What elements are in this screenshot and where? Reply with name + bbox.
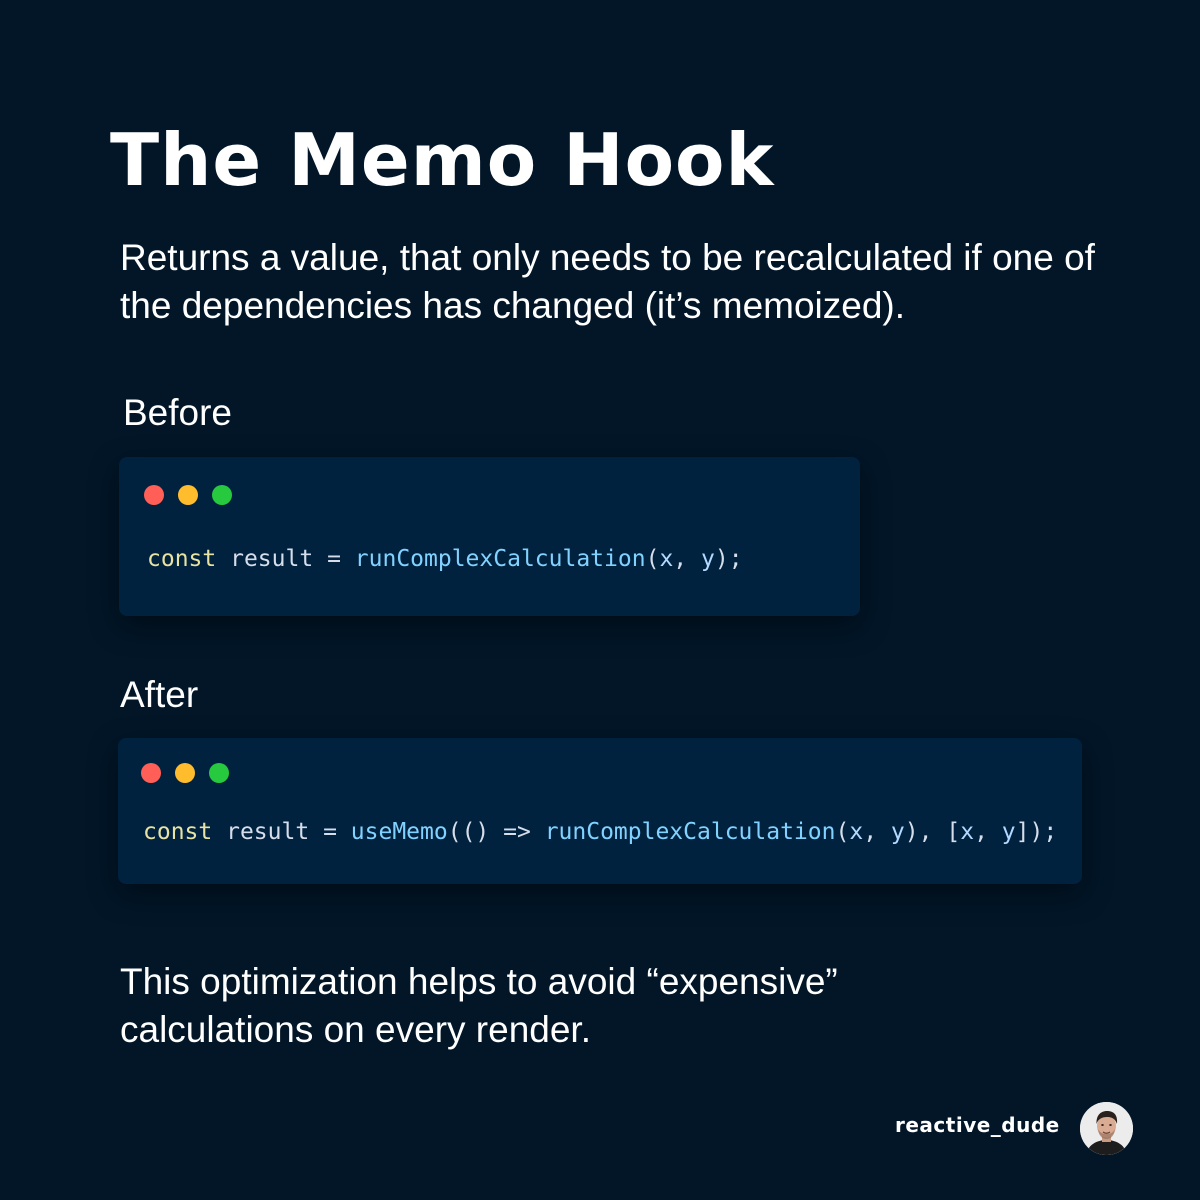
- code-punctuation: ((): [447, 819, 490, 845]
- minimize-dot-icon: [175, 763, 195, 783]
- code-keyword: const: [143, 819, 213, 845]
- close-dot-icon: [141, 763, 161, 783]
- page-title: The Memo Hook: [110, 118, 775, 202]
- author-handle: reactive_dude: [895, 1113, 1060, 1137]
- window-controls: [141, 763, 229, 783]
- avatar-portrait-svg: [1080, 1102, 1133, 1155]
- code-arg-y: y: [890, 819, 905, 845]
- code-variable: result: [226, 819, 310, 845]
- subtitle: Returns a value, that only needs to be recalculated if one of the dependencies has changed (it’s memoized).: [120, 237, 1095, 326]
- code-variable: result: [230, 546, 314, 572]
- code-punctuation: ,: [863, 819, 878, 845]
- code-operator: =: [323, 819, 337, 845]
- code-arg-y: y: [701, 546, 715, 572]
- before-code-window: [119, 457, 860, 616]
- footer-text: This optimization helps to avoid “expensive” calculations on every render.: [120, 961, 838, 1050]
- code-function: runComplexCalculation: [354, 546, 646, 572]
- before-label: Before: [123, 392, 233, 433]
- code-operator: =: [327, 546, 341, 572]
- after-code-line: [143, 819, 1057, 845]
- after-label: After: [120, 674, 199, 715]
- code-punctuation: [: [946, 819, 961, 845]
- code-punctuation: (: [645, 546, 660, 572]
- code-punctuation: );: [714, 546, 743, 572]
- code-punctuation: (: [835, 819, 850, 845]
- code-arg-x: x: [659, 546, 674, 572]
- close-dot-icon: [144, 485, 164, 505]
- code-punctuation: ,: [673, 546, 688, 572]
- code-punctuation: ),: [904, 819, 933, 845]
- maximize-dot-icon: [212, 485, 232, 505]
- code-punctuation: ]);: [1015, 819, 1058, 845]
- code-arg-x: x: [849, 819, 864, 845]
- code-punctuation: ,: [974, 819, 988, 845]
- code-dep-x: x: [960, 819, 975, 845]
- window-controls: [144, 485, 232, 505]
- maximize-dot-icon: [209, 763, 229, 783]
- minimize-dot-icon: [178, 485, 198, 505]
- code-arrow: =>: [503, 819, 531, 845]
- code-dep-y: y: [1001, 819, 1016, 845]
- after-code-window: [118, 738, 1082, 884]
- avatar-portrait-icon: [1080, 1102, 1133, 1155]
- code-keyword: const: [147, 546, 217, 572]
- before-code-line: [147, 546, 743, 572]
- code-function: runComplexCalculation: [544, 819, 836, 845]
- code-hook: useMemo: [350, 819, 448, 845]
